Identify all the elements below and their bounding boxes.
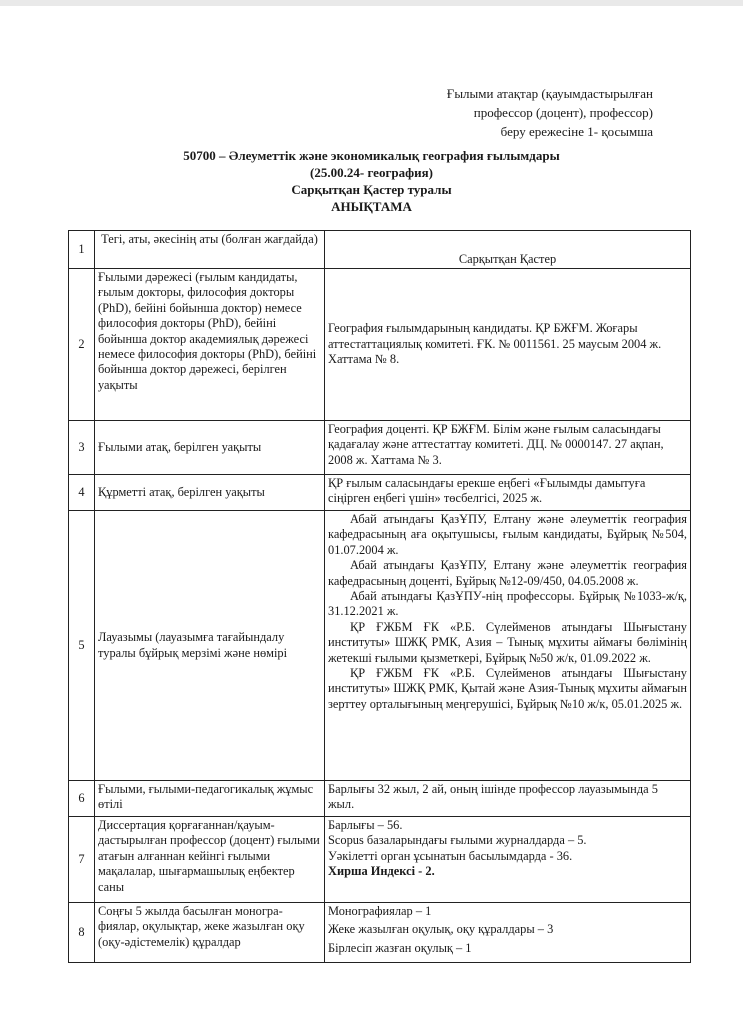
table-row (69, 903, 691, 963)
value-line: Барлығы – 56. (328, 818, 403, 832)
row-number: 2 (69, 269, 95, 421)
row-value (325, 231, 691, 269)
row-value (325, 903, 691, 963)
title-line-specialty: 50700 – Әлеуметтік және экономикалық география ғылымдары (183, 148, 560, 163)
title-line-code: (25.00.24- география) (310, 165, 433, 180)
appendix-line-1: Ғылыми атақтар (қауымдастырылған (446, 86, 653, 101)
row-number: 5 (69, 511, 95, 781)
row-value (325, 475, 691, 511)
table-row (69, 511, 691, 781)
table-row (69, 817, 691, 903)
row-number: 6 (69, 781, 95, 817)
title-line-person: Сарқытқан Қастер туралы (291, 182, 452, 197)
row-value (325, 269, 691, 421)
row-number: 3 (69, 421, 95, 475)
appendix-line-3: беру ережесіне 1- қосымша (500, 124, 653, 139)
value-line: Жеке жазылған оқулық, оқу құралдары – 3 (328, 922, 554, 937)
value-line: География ғылымдарының кандидаты. ҚР БЖҒМ. Жоғары аттестаттациялық комитеті. ҒК. № 0011561. 25 маусым 2004 ж. Хаттама № 8. (328, 321, 662, 367)
row-label: Ғылыми атақ, берілген уақыты (95, 421, 325, 475)
position-entry: Абай атындағы ҚазҰПУ-нің профессоры. Бұйрық №1033-ж/қ, 31.12.2021 ж. (328, 589, 687, 619)
position-entry: ҚР ҒЖБМ ҒК «Р.Б. Сүлейменов атындағы Шығыстану институты» ШЖҚ РМК, Азия – Тынық мұхиты аймағы бөлімінің жетекші ғылыми қызметкері, Бұйрық №50 ж/к, 01.09.2022 ж. (328, 619, 687, 665)
row-number: 1 (69, 231, 95, 269)
value-line: Бірлесіп жазған оқулық – 1 (328, 940, 472, 955)
value-line: Scopus базаларындағы ғылыми журналдарда – 5. (328, 833, 587, 848)
value-line: География доценті. ҚР БЖҒМ. Білім және ғылым саласындағы қадағалау және аттестаттау комитеті. ДЦ. № 0000147. 27 ақпан, 2008 ж. Хаттама № 3. (328, 422, 664, 467)
row-value (325, 511, 691, 781)
scan-top-edge (0, 0, 743, 6)
row-number: 4 (69, 475, 95, 511)
row-number: 7 (69, 817, 95, 903)
value-line: Монографиялар – 1 (328, 904, 432, 918)
table-row (69, 781, 691, 817)
value-line: ҚР ғылым саласындағы ерекше еңбегі «Ғылымды дамытуға сіңірген еңбегі үшін» төсбелгісі, 2025 ж. (328, 476, 646, 506)
row-label: Лауазымы (лауазымға тағайындалу туралы бұйрық мерзімі және нөмірі (95, 511, 325, 781)
hirsch-index: Хирша Индексі - 2. (328, 864, 435, 879)
value-line: Барлығы 32 жыл, 2 ай, оның ішінде профессор лауазымында 5 жыл. (328, 782, 658, 812)
position-entry: Абай атындағы ҚазҰПУ, Елтану және әлеуметтік география кафедрасының доценті, Бұйрық №12-09/450, 04.05.2008 ж. (328, 558, 687, 588)
row-value (325, 817, 691, 903)
document-title (0, 147, 743, 215)
appendix-note (447, 84, 653, 141)
position-entry: ҚР ҒЖБМ ҒК «Р.Б. Сүлейменов атындағы Шығыстану институты» ШЖҚ РМК, Қытай және Азия-Тынық мұхиты аймағын зерттеу орталығының меңгерушісі, Бұйрық №10 ж/к, 05.01.2025 ж. (328, 666, 687, 711)
row-value (325, 421, 691, 475)
title-line-heading: АНЫҚТАМА (331, 199, 412, 214)
row-label: Ғылыми дәрежесі (ғылым кандидаты, ғылым докторы, философия докторы (PhD), бейіні бойынша доктор) немесе философия докторы (PhD), бейіні бойынша доктор академиялық дәрежесі немесе философия докторы (PhD), бейіні бойынша доктор дәрежесі, берілген уақыты (95, 269, 325, 421)
row-value (325, 781, 691, 817)
row-label: Диссертация қорғағаннан/қауым-дастырылған профессор (доцент) ғылыми атағын алғаннан кейінгі ғылыми мақалалар, шығармашылық еңбектер саны (95, 817, 325, 903)
reference-table (68, 230, 691, 963)
table-row (69, 421, 691, 475)
row-label: Ғылыми, ғылыми-педагогикалық жұмыс өтілі (95, 781, 325, 817)
row-label: Тегі, аты, әкесінің аты (болған жағдайда) (95, 231, 325, 269)
table-row (69, 269, 691, 421)
position-entry: Абай атындағы ҚазҰПУ, Елтану және әлеуметтік география кафедрасының аға оқытушысы, ғылым кандидаты, Бұйрық №504, 01.07.2004 ж. (328, 512, 687, 557)
row-label: Соңғы 5 жылда басылған моногра-фиялар, оқулықтар, жеке жазылған оқу (оқу-әдістемелік) құралдар (95, 903, 325, 963)
table-row (69, 231, 691, 269)
row-label: Құрметті атақ, берілген уақыты (95, 475, 325, 511)
value-line: Сарқытқан Қастер (458, 251, 557, 266)
table-row (69, 475, 691, 511)
appendix-line-2: профессор (доцент), профессор) (473, 105, 653, 120)
value-line: Уәкілетті орган ұсынатын басылымдарда - 36. (328, 848, 573, 863)
row-number: 8 (69, 903, 95, 963)
